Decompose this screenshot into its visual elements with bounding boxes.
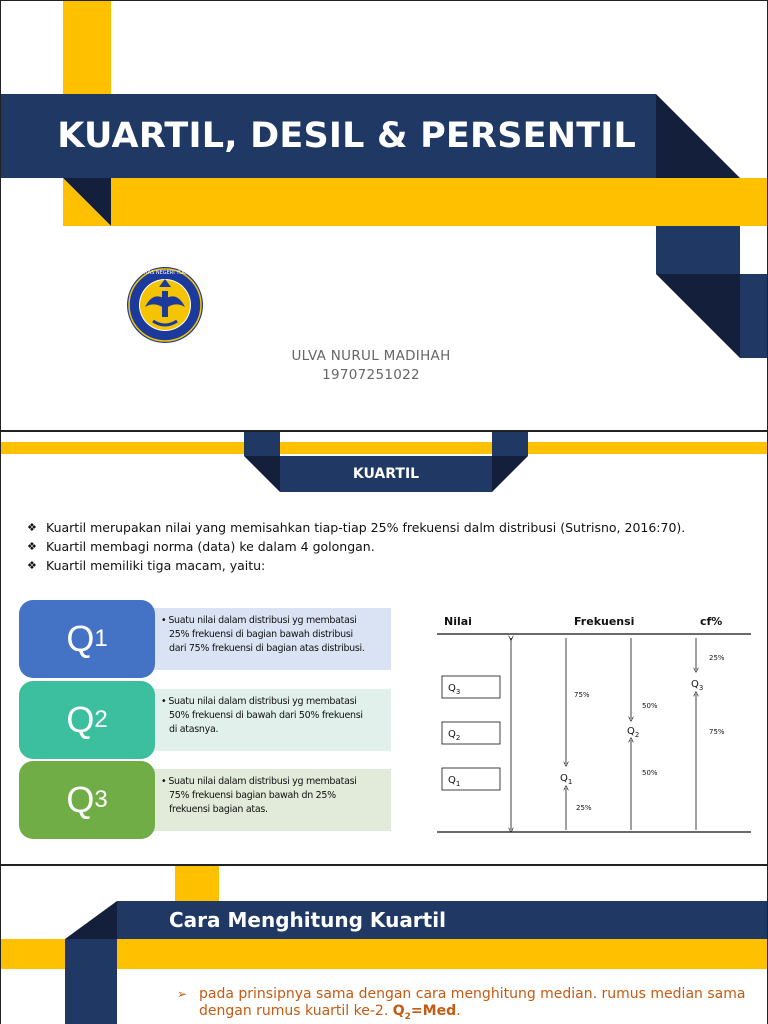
- quartile-q3: [19, 761, 391, 839]
- right-fold: [492, 456, 528, 492]
- box-q3-label: $Q_3$: [448, 683, 461, 696]
- box-q2-label: $Q_2$: [448, 729, 461, 742]
- presentation-title: KUARTIL, DESIL & PERSENTIL: [1, 94, 656, 178]
- gold-ribbon: [111, 178, 768, 226]
- q1-label: Q 1: [19, 600, 155, 678]
- title-corner: [656, 94, 740, 178]
- q1-above-pct: 75%: [574, 691, 590, 699]
- navy-fold: [656, 274, 740, 358]
- author-block: [231, 347, 511, 385]
- body-line-2: dengan rumus kuartil ke-2. $Q_2=Med$.: [199, 1003, 461, 1022]
- q1-marker: $Q_1$: [560, 773, 573, 786]
- navy-edge: [740, 274, 768, 358]
- q3-below-pct: 75%: [709, 728, 725, 736]
- q3-description: • Suatu nilai dalam distribusi yg membatasi 75% frekuensi bagian bawah dn 25% frekuensi bagian atas.: [153, 769, 391, 831]
- left-tab: [244, 432, 280, 456]
- q2-label: Q 2: [19, 681, 155, 759]
- navy-pillar: [65, 939, 117, 1024]
- author-id: 19707251022: [322, 367, 420, 383]
- q3-marker: $Q_3$: [691, 679, 704, 692]
- list-item: ❖ Kuartil merupakan nilai yang memisahkan tiap-tiap 25% frekuensi dalm distribusi (Sutrisno, 2016:70).: [27, 520, 686, 535]
- q2-below-pct: 50%: [642, 769, 658, 777]
- slide-title: [0, 0, 768, 432]
- university-logo: [125, 265, 205, 345]
- q3-above-pct: 25%: [709, 654, 725, 662]
- gold-tab-top: [175, 866, 219, 901]
- q2-above-pct: 50%: [642, 702, 658, 710]
- gold-bar-top: [63, 1, 111, 94]
- bullet-list: [27, 518, 747, 575]
- list-item: ❖ Kuartil memiliki tiga macam, yaitu:: [27, 558, 266, 573]
- section-title: Cara Menghitung Kuartil: [117, 901, 768, 939]
- q2-marker: $Q_2$: [627, 726, 640, 739]
- slide-kuartil: [0, 432, 768, 866]
- right-tab: [492, 432, 528, 456]
- diamond-bullet-icon: ❖: [27, 540, 37, 553]
- list-item: ❖ Kuartil membagi norma (data) ke dalam 4 golongan.: [27, 539, 375, 554]
- header-frekuensi: Frekuensi: [574, 615, 635, 628]
- arrow-bullet-icon: ➢: [177, 987, 188, 1001]
- q3-label: Q 3: [19, 761, 155, 839]
- slide-cara-menghitung: [0, 866, 768, 1024]
- left-fold: [244, 456, 280, 492]
- diamond-bullet-icon: ❖: [27, 521, 37, 534]
- q2-description: • Suatu nilai dalam distribusi yg membatasi 50% frekuensi di bawah dari 50% frekuensi di atasnya.: [153, 689, 391, 751]
- q1-below-pct: 25%: [576, 804, 592, 812]
- gold-stripe: [1, 442, 768, 454]
- quartile-q1: [19, 600, 391, 678]
- header-nilai: Nilai: [444, 615, 472, 628]
- fold-left: [65, 901, 117, 939]
- box-q1-label: $Q_1$: [448, 775, 461, 788]
- navy-block: [656, 226, 740, 274]
- header-cf: cf%: [700, 615, 723, 628]
- body-line-1: pada prinsipnya sama dengan cara menghitung median. rumus median sama: [199, 986, 746, 1002]
- q1-description: • Suatu nilai dalam distribusi yg membatasi 25% frekuensi di bagian bawah distribusi dari 75% frekuensi di bagian atas distribusi.: [153, 608, 391, 670]
- body-text: [177, 986, 757, 1024]
- quartile-diagram: [433, 604, 757, 834]
- logo-lettering: UNIVERSITAS NEGERI YOGYAKARTA: [125, 270, 205, 276]
- section-title: KUARTIL: [280, 456, 492, 492]
- author-name: ULVA NURUL MADIHAH: [291, 348, 451, 364]
- quartile-q2: [19, 681, 391, 759]
- diamond-bullet-icon: ❖: [27, 559, 37, 572]
